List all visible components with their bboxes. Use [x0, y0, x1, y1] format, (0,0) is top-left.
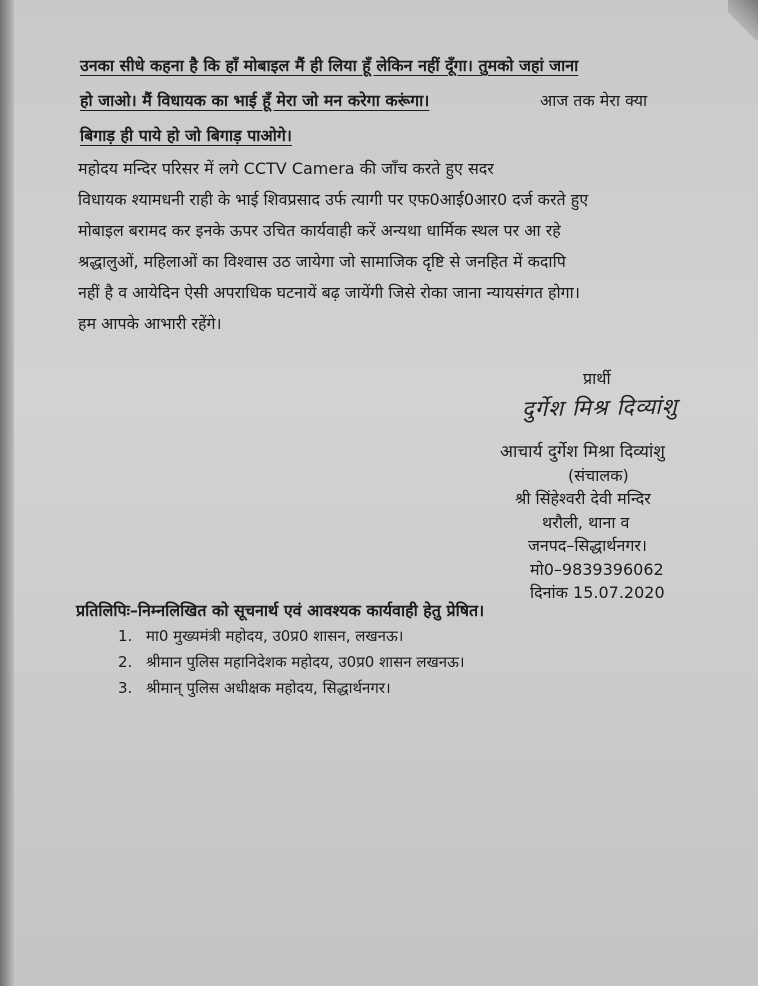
top-line-2b: आज तक मेरा क्या — [540, 91, 648, 110]
copy-item: 1. मा0 मुख्यमंत्री महोदय, उ0प्र0 शासन, लखनऊ। — [118, 627, 404, 645]
top-line-2: हो जाओ। मैं विधायक का भाई हूँ मेरा जो मन करेगा करूंगा। — [80, 91, 430, 110]
signatory-district: जनपद–सिद्धार्थनगर। — [528, 536, 647, 555]
top-line-1: उनका सीधे कहना है कि हाँ मोबाइल मैं ही लिया हूँ लेकिन नहीं दूँगा। तुमको जहां जाना — [80, 56, 579, 75]
page-fold-shadow — [0, 0, 14, 986]
body-line: महोदय मन्दिर परिसर में लगे CCTV Camera की जाँच करते हुए सदर — [78, 159, 494, 178]
copy-heading: प्रतिलिपिः–निम्नलिखित को सूचनार्थ एवं आवश्यक कार्यवाही हेतु प्रेषित। — [76, 601, 485, 620]
page-corner — [728, 0, 758, 40]
top-line-3: बिगाड़ ही पाये हो जो बिगाड़ पाओगे। — [80, 126, 292, 145]
body-line: नहीं है व आयेदिन ऐसी अपराधिक घटनायें बढ़ जायेंगी जिसे रोका जाना न्यायसंगत होगा। — [78, 283, 580, 302]
copy-list — [118, 623, 465, 701]
body-line: विधायक श्यामधनी राही के भाई शिवप्रसाद उर्फ त्यागी पर एफ0आई0आर0 दर्ज करते हुए — [78, 190, 589, 209]
prarthi-label: प्रार्थी — [583, 369, 611, 388]
signatory-org: श्री सिंहेश्वरी देवी मन्दिर — [515, 489, 651, 508]
body-line: हम आपके आभारी रहेंगे। — [78, 314, 222, 333]
signatory-place: थरौली, थाना व — [542, 513, 630, 532]
signatory-mobile: मो0–9839396062 — [530, 560, 664, 579]
signatory-role: (संचालक) — [568, 466, 629, 485]
body-line: मोबाइल बरामद कर इनके ऊपर उचित कार्यवाही करें अन्यथा धार्मिक स्थल पर आ रहे — [78, 221, 561, 240]
handwritten-signature: दुर्गेश मिश्र दिव्यांशु — [521, 394, 679, 423]
body-line: श्रद्धालुओं, महिलाओं का विश्वास उठ जायेगा जो सामाजिक दृष्टि से जनहित में कदापि — [78, 252, 566, 271]
copy-item: 3. श्रीमान् पुलिस अधीक्षक महोदय, सिद्धार्थनगर। — [118, 679, 391, 697]
body-paragraph — [78, 153, 703, 339]
letter-date: दिनांक 15.07.2020 — [530, 583, 665, 602]
signatory-name: आचार्य दुर्गेश मिश्रा दिव्यांशु — [500, 442, 665, 462]
copy-item: 2. श्रीमान पुलिस महानिदेशक महोदय, उ0प्र0 शासन लखनऊ। — [118, 653, 465, 671]
